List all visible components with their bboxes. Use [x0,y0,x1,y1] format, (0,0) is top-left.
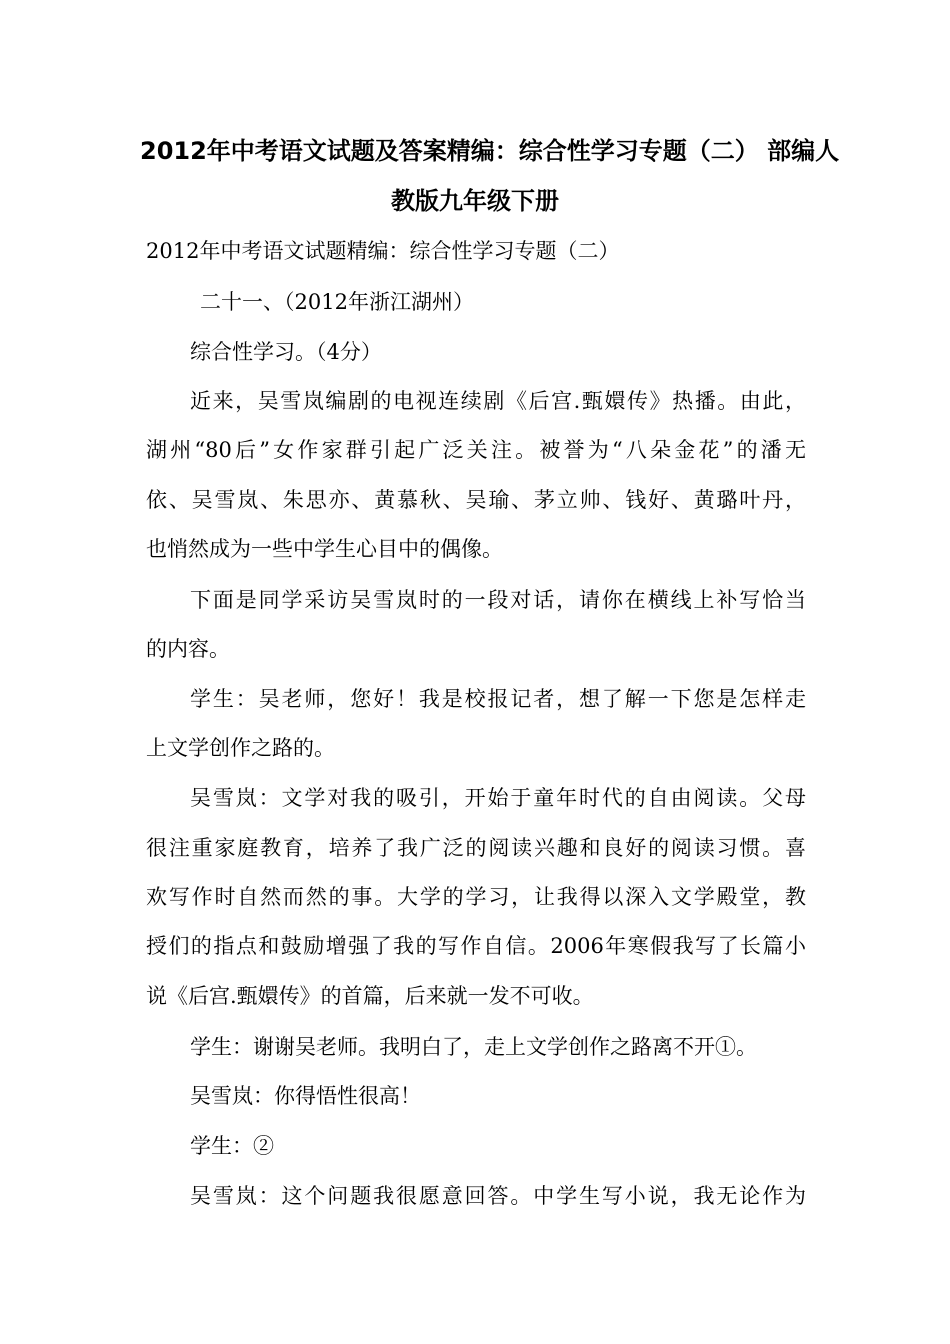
paragraph-line: 近来，吴雪岚编剧的电视连续剧《后宫.甄嬛传》热播。由此， [190,389,806,413]
dialogue-line: 授们的指点和鼓励增强了我的写作自信。2006年寒假我写了长篇小 [146,934,806,958]
dialogue-line: 学生：谢谢吴老师。我明白了，走上文学创作之路离不开①。 [190,1035,757,1059]
paragraph-line: 下面是同学采访吴雪岚时的一段对话，请你在横线上补写恰当 [190,588,806,612]
paragraph-line: 也悄然成为一些中学生心目中的偶像。 [146,537,503,561]
question-heading-line: 综合性学习。（4分） [190,340,382,364]
dialogue-line: 吴雪岚：文学对我的吸引，开始于童年时代的自由阅读。父母 [190,786,806,810]
dialogue-line: 上文学创作之路的。 [146,736,335,760]
dialogue-line: 吴雪岚：这个问题我很愿意回答。中学生写小说，我无论作为 [190,1184,806,1208]
subtitle-line: 2012年中考语文试题精编：综合性学习专题（二） [146,239,620,263]
dialogue-line: 学生：② [190,1134,274,1158]
dialogue-line: 欢写作时自然而然的事。大学的学习，让我得以深入文学殿堂，教 [146,885,806,909]
document-title-line-1: 2012年中考语文试题及答案精编：综合性学习专题（二） 部编人 [140,137,840,165]
paragraph-line: 的内容。 [146,637,230,661]
question-number-line: 二十一、（2012年浙江湖州） [200,290,474,314]
dialogue-line: 很注重家庭教育，培养了我广泛的阅读兴趣和良好的阅读习惯。喜 [146,836,806,860]
dialogue-line: 吴雪岚：你得悟性很高！ [190,1084,421,1108]
paragraph-line: 湖州“80后”女作家群引起广泛关注。被誉为“八朵金花”的潘无 [146,438,806,462]
dialogue-line: 学生：吴老师，您好！我是校报记者，想了解一下您是怎样走 [190,687,806,711]
document-title-line-2: 教版九年级下册 [391,187,559,215]
paragraph-line: 依、吴雪岚、朱思亦、黄慕秋、吴瑜、茅立帅、钱好、黄璐叶丹， [146,488,806,512]
dialogue-line: 说《后宫.甄嬛传》的首篇，后来就一发不可收。 [146,984,594,1008]
